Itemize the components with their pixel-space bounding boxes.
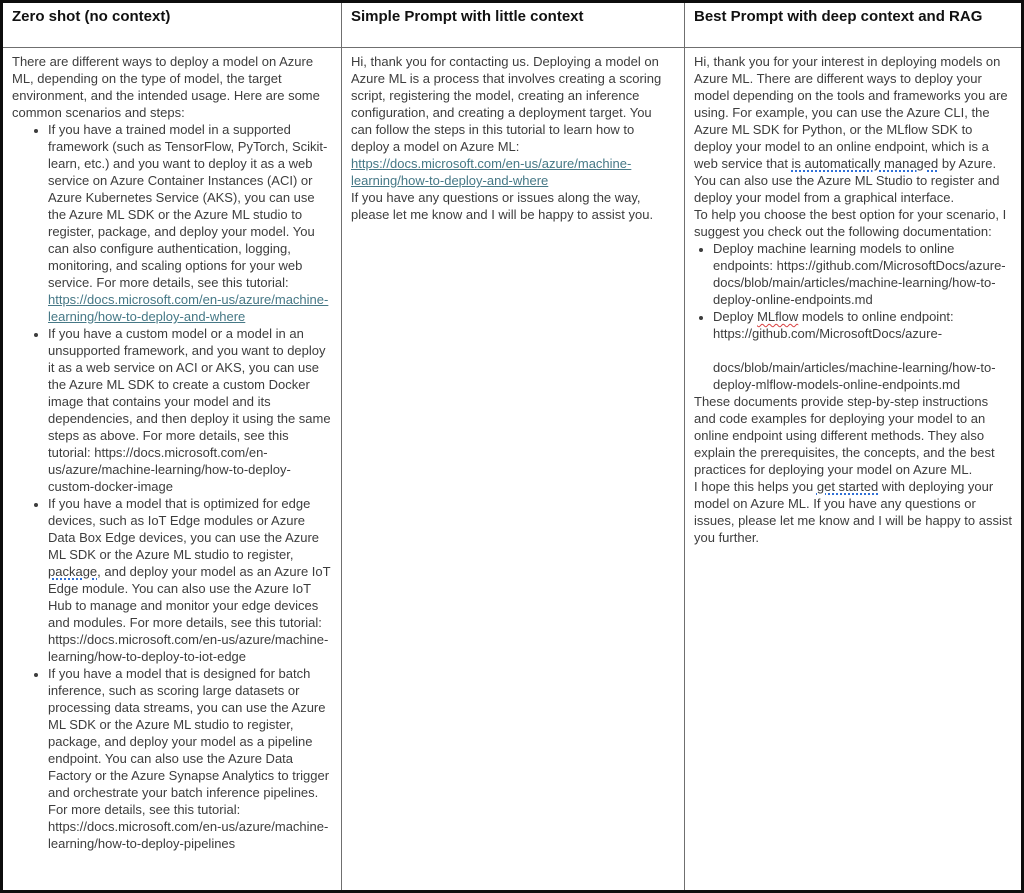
- closing-text: with deploying your model on Azure ML. If you have any questions or issues, please let me know and I will be happy to assist you further.: [694, 479, 1012, 545]
- scenario-list: [12, 121, 332, 852]
- table-header-row: [3, 3, 1021, 48]
- answer-text: by Azure. You can also use the Azure ML Studio to register and deploy your model from a graphical interface.: [694, 156, 1000, 205]
- simple-prompt-cell: [341, 48, 685, 890]
- bullet-text: If you have a model that is optimized for edge devices, such as IoT Edge modules or Azure Data Box Edge devices, you can use the Azure ML SDK or the Azure ML studio to register,: [48, 496, 320, 562]
- deploy-and-where-link[interactable]: https://docs.microsoft.com/en-us/azure/machine-learning/how-to-deploy-and-where: [48, 292, 329, 324]
- intro-paragraph: [12, 53, 332, 121]
- closing-text: If you have any questions or issues along the way, please let me know and I will be happy to assist you.: [351, 190, 654, 222]
- bullet-text: , and deploy your model as an Azure IoT Edge module. You can also use the Azure IoT Hub to manage and monitor your edge devices and modules. For more details, see this tutorial: https://docs.microsoft.com/en-us/azure/machine-learning/how-to-deploy-to-iot-edge: [48, 564, 331, 664]
- bullet-text: Deploy: [713, 309, 758, 324]
- answer-text: Hi, thank you for contacting us. Deploying a model on Azure ML is a process that involves creating a scoring script, registering the model, creating an inference configuration, and creating a deployment target. You can follow the steps in this tutorial to learn how to deploy a model on Azure ML:: [351, 54, 662, 154]
- table-body-row: [3, 48, 1021, 890]
- bullet-text: If you have a model that is designed for batch inference, such as scoring large datasets or processing data streams, you can use the Azure ML SDK or the Azure ML studio to register, package, and deploy your model as a pipeline endpoint. You can also use the Azure Data Factory or the Azure Synapse Analytics to trigger and orchestrate your batch inference pipelines. For more details, see this tutorial: https://docs.microsoft.com/en-us/azure/machine-learning/how-to-deploy-pipelines: [48, 666, 330, 851]
- link-line: [351, 155, 675, 189]
- column-header-best-prompt-rag: Best Prompt with deep context and RAG: [694, 8, 983, 25]
- list-item-mlflow-doc: [713, 308, 1012, 393]
- answer-paragraph: [694, 53, 1012, 206]
- bullet-text: docs/blob/main/articles/machine-learning/how-to-deploy-mlflow-models-online-endpoints.md: [713, 360, 996, 392]
- list-item-custom-model: [48, 325, 332, 495]
- docs-intro-text: To help you choose the best option for your scenario, I suggest you check out the following documentation:: [694, 207, 1007, 239]
- list-item-edge-model: [48, 495, 332, 665]
- column-header-zero-shot: Zero shot (no context): [12, 8, 171, 25]
- zero-shot-cell: [3, 48, 341, 890]
- documentation-list: [694, 240, 1012, 393]
- spelling-flagged-word: MLflow: [757, 309, 799, 324]
- bullet-text: models to online endpoint: https://github.com/MicrosoftDocs/azure-: [713, 309, 954, 341]
- bullet-text: If you have a custom model or a model in an unsupported framework, and you want to deploy it as a web service on ACI or AKS, you can use the Azure ML SDK to create a custom Docker image that contains your model and its dependencies, and then deploy it using the same steps as above. For more details, see this tutorial: https://docs.microsoft.com/en-us/azure/machine-learning/how-to-deploy-custom-docker-image: [48, 326, 331, 494]
- grammar-flagged-phrase: get started: [816, 479, 879, 494]
- best-prompt-rag-cell: [685, 48, 1021, 890]
- list-item-online-endpoints-doc: [713, 240, 1012, 308]
- blank-line: [713, 342, 1012, 359]
- closing-paragraph: [694, 478, 1012, 546]
- list-item-trained-model: [48, 121, 332, 325]
- intro-text: There are different ways to deploy a model on Azure ML, depending on the type of model, the target environment, and the intended usage. Here are some common scenarios and steps:: [12, 54, 320, 120]
- grammar-flagged-word: package: [48, 564, 98, 579]
- bullet-text: If you have a trained model in a supported framework (such as TensorFlow, PyTorch, Scikit-learn, etc.) and you want to deploy it as a web service on Azure Container Instances (ACI) or Azure Kubernetes Service (AKS), you can use the Azure ML SDK or the Azure ML studio to register, package, and deploy your model. You can also configure authentication, logging, monitoring, and scaling options for your web service. For more details, see this tutorial:: [48, 122, 328, 290]
- answer-paragraph: [351, 53, 675, 155]
- bullet-text: Deploy machine learning models to online endpoints: https://github.com/MicrosoftDocs/azure-docs/blob/main/articles/machine-learning/how-to-deploy-online-endpoints.md: [713, 241, 1006, 307]
- column-header-simple-prompt: Simple Prompt with little context: [341, 3, 685, 47]
- docs-intro-paragraph: [694, 206, 1012, 240]
- grammar-flagged-phrase: is automatically managed: [791, 156, 939, 171]
- closing-paragraph: [351, 189, 675, 223]
- answer-text: Hi, thank you for your interest in deploying models on Azure ML. There are different ways to deploy your model depending on the tools and frameworks you are using. For example, you can use the Azure CLI, the Azure ML SDK for Python, or the MLflow SDK to deploy your model to an online endpoint, which is a web service that: [694, 54, 1008, 171]
- list-item-batch-model: [48, 665, 332, 852]
- closing-text: I hope this helps you: [694, 479, 817, 494]
- deploy-and-where-link[interactable]: https://docs.microsoft.com/en-us/azure/machine-learning/how-to-deploy-and-where: [351, 156, 632, 188]
- summary-text: These documents provide step-by-step instructions and code examples for deploying your model to an online endpoint using different methods. They also explain the prerequisites, the concepts, and the best practices for deploying your model on Azure ML.: [694, 394, 995, 477]
- summary-paragraph: [694, 393, 1012, 478]
